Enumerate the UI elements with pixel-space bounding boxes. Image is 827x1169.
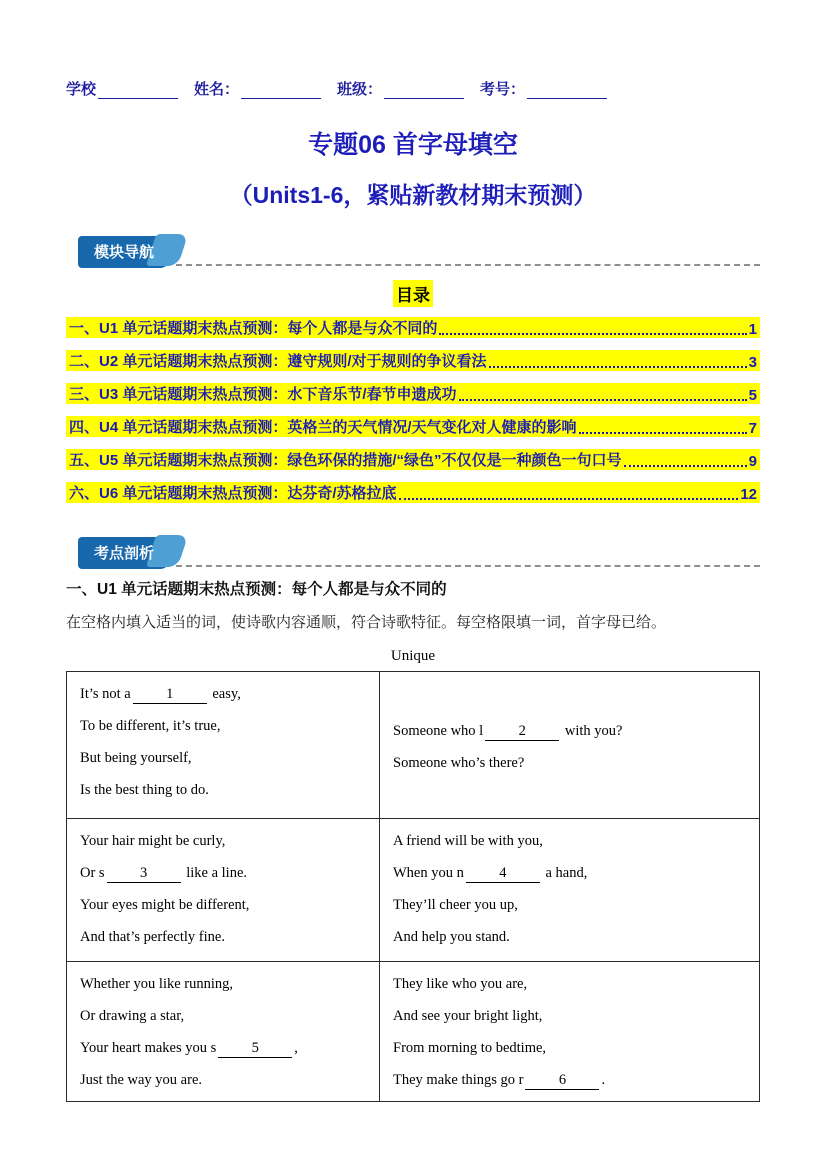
school-label: 学校 [66, 81, 97, 98]
toc-entry-label: 六、U6 单元话题期末热点预测：达芬奇/苏格拉底 [69, 485, 397, 502]
toc-entry-label: 三、U3 单元话题期末热点预测：水下音乐节/春节申遗成功 [69, 386, 457, 403]
poem-line: Your eyes might be different, [80, 897, 250, 913]
toc-dot-leader [624, 465, 747, 467]
poem-line: Your heart makes you s 5 , [80, 1040, 298, 1056]
toc-dot-leader [459, 399, 747, 401]
toc-entry-label: 二、U2 单元话题期末热点预测：遵守规则/对于规则的争议看法 [69, 353, 487, 370]
poem-table [66, 671, 760, 1102]
module-nav-badge: 模块导航 [78, 236, 170, 268]
toc-page-number: 9 [748, 453, 757, 470]
exam-number-blank-line [527, 83, 607, 99]
poem-table-row [67, 962, 760, 1102]
poem-line: And that’s perfectly fine. [80, 929, 225, 945]
poem-table-row [67, 672, 760, 819]
toc-entry [66, 350, 760, 371]
class-field [337, 78, 464, 99]
toc-entry [66, 383, 760, 404]
poem-line: They’ll cheer you up, [393, 897, 518, 913]
poem-title: Unique [390, 648, 436, 664]
toc-entry [66, 482, 760, 503]
toc-page-number: 7 [748, 420, 757, 437]
toc-dot-leader [489, 366, 747, 368]
answer-blank: 3 [107, 865, 181, 883]
toc-page-number: 1 [748, 321, 757, 338]
poem-line: They like who you are, [393, 976, 528, 992]
page-subtitle: （Units1-6，紧贴新教材期末预测） [229, 182, 597, 208]
poem-line: But being yourself, [80, 750, 192, 766]
toc-title: 目录 [393, 280, 433, 307]
exercise-heading: 一、U1 单元话题期末热点预测：每个人都是与众不同的 [66, 581, 447, 598]
poem-line: When you n 4 a hand, [393, 865, 588, 881]
answer-blank: 4 [466, 865, 540, 883]
poem-cell-right [380, 672, 760, 819]
page-content [66, 0, 760, 1102]
poem-line: They make things go r 6 . [393, 1072, 606, 1088]
class-label: 班级： [337, 81, 383, 98]
toc-entry-label: 四、U4 单元话题期末热点预测：英格兰的天气情况/天气变化对人健康的影响 [69, 419, 577, 436]
exercise-instructions: 在空格内填入适当的词，使诗歌内容通顺，符合诗歌特征。每空格限填一词，首字母已给。 [66, 614, 667, 631]
poem-line: Whether you like running, [80, 976, 234, 992]
poem-line: Just the way you are. [80, 1072, 203, 1088]
school-field [66, 78, 178, 99]
exam-number-label: 考号： [480, 81, 526, 98]
poem-line: Or drawing a star, [80, 1008, 185, 1024]
poem-table-row [67, 819, 760, 962]
poem-table-body [67, 672, 760, 1102]
name-blank-line [241, 83, 321, 99]
toc-entry [66, 449, 760, 470]
poem-line: Is the best thing to do. [80, 782, 209, 798]
toc-entry [66, 416, 760, 437]
exam-points-section-header [66, 537, 760, 569]
exam-number-field [480, 78, 607, 99]
class-blank-line [384, 83, 464, 99]
poem-line: From morning to bedtime, [393, 1040, 547, 1056]
toc-list [66, 317, 760, 503]
toc-entry-label: 五、U5 单元话题期末热点预测：绿色环保的措施/“绿色”不仅仅是一种颜色一句口号 [69, 452, 622, 469]
poem-cell-left [67, 962, 380, 1102]
name-label: 姓名： [194, 81, 240, 98]
poem-cell-right [380, 962, 760, 1102]
name-field [194, 78, 321, 99]
poem-cell-left [67, 672, 380, 819]
poem-line: Someone who’s there? [393, 755, 525, 771]
poem-line: It’s not a 1 easy, [80, 686, 241, 702]
toc-entry [66, 317, 760, 338]
poem-line: Your hair might be curly, [80, 833, 226, 849]
dashed-divider [176, 565, 760, 567]
toc-title-row [66, 280, 760, 307]
poem-line: To be different, it’s true, [80, 718, 221, 734]
poem-line: A friend will be with you, [393, 833, 543, 849]
toc-page-number: 5 [748, 387, 757, 404]
page-title: 专题06 首字母填空 [308, 131, 518, 159]
toc-dot-leader [399, 498, 739, 500]
poem-line: And see your bright light, [393, 1008, 543, 1024]
toc-page-number: 12 [740, 486, 757, 503]
poem-cell-right [380, 819, 760, 962]
poem-cell-left [67, 819, 380, 962]
toc-dot-leader [579, 432, 747, 434]
poem-line: Someone who l 2 with you? [393, 723, 623, 739]
exam-points-badge: 考点剖析 [78, 537, 170, 569]
toc-entry-label: 一、U1 单元话题期末热点预测：每个人都是与众不同的 [69, 320, 438, 337]
answer-blank: 5 [218, 1040, 292, 1058]
poem-line: Or s 3 like a line. [80, 865, 247, 881]
poem-line: And help you stand. [393, 929, 510, 945]
module-nav-section-header [66, 236, 760, 268]
answer-blank: 2 [485, 723, 559, 741]
toc-dot-leader [439, 333, 746, 335]
school-blank-line [98, 83, 178, 99]
dashed-divider [176, 264, 760, 266]
answer-blank: 6 [525, 1072, 599, 1090]
toc-page-number: 3 [748, 354, 757, 371]
answer-blank: 1 [133, 686, 207, 704]
student-info-header [66, 78, 760, 99]
